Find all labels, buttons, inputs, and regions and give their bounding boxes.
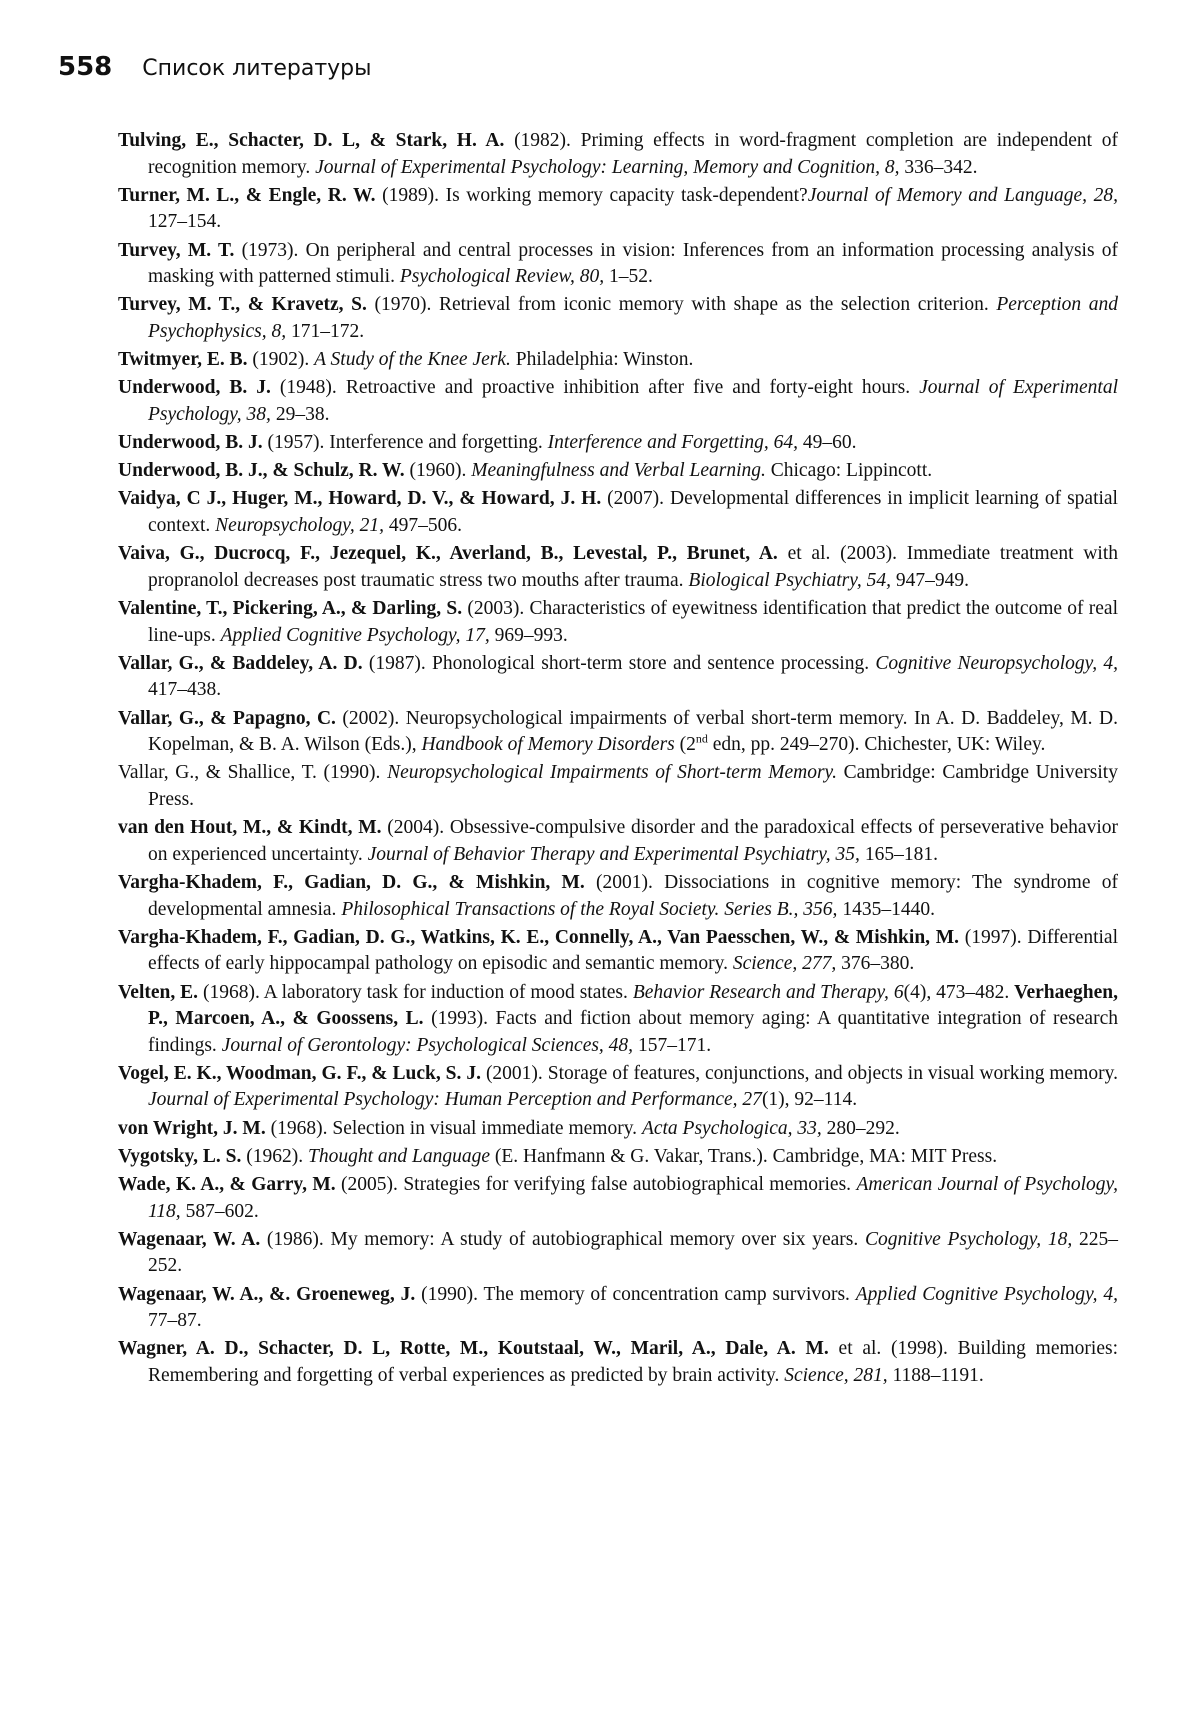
reference-tail: edn, pp. 249–270). Chichester, UK: Wiley. bbox=[707, 734, 1046, 756]
reference-entry bbox=[118, 1282, 1118, 1335]
reference-pages: (2 bbox=[674, 734, 696, 756]
reference-entry bbox=[118, 541, 1118, 594]
reference-pages: 947–949. bbox=[890, 569, 969, 591]
reference-authors: Valentine, T., Pickering, A., & Darling, S. bbox=[118, 598, 463, 620]
reference-source: Biological Psychiatry, 54, bbox=[688, 569, 891, 591]
reference-source: American Journal of Psychology, 118, bbox=[148, 1174, 1118, 1222]
reference-title: Neuropsychological impairments of verbal short-term memory. In A. D. Baddeley, M. D. Kopelman, & B. A. Wilson (Eds.), bbox=[148, 707, 1119, 756]
reference-authors: Vallar, G., & Papagno, C. bbox=[118, 707, 336, 729]
reference-title: My memory: A study of autobiographical memory over six years. bbox=[330, 1228, 865, 1250]
reference-entry bbox=[118, 1336, 1118, 1389]
reference-year: (2003). bbox=[462, 598, 530, 620]
reference-source: Journal of Experimental Psychology, 38, bbox=[148, 377, 1118, 425]
reference-authors: Verhaeghen, P., Marcoen, A., & Goossens, L. bbox=[148, 981, 1118, 1030]
reference-authors: Vygotsky, L. S. bbox=[118, 1145, 242, 1167]
reference-authors: Turner, M. L., & Engle, R. W. bbox=[118, 184, 376, 206]
reference-pages: Chicago: Lippincott. bbox=[765, 460, 933, 482]
reference-source: Acta Psychologica, 33, bbox=[641, 1117, 822, 1139]
reference-superscript: nd bbox=[695, 731, 708, 746]
reference-source: A Study of the Knee Jerk. bbox=[314, 349, 511, 371]
reference-year: (1957). bbox=[262, 432, 330, 454]
reference-entry bbox=[118, 486, 1118, 539]
section-title: Список литературы bbox=[142, 56, 372, 81]
running-head bbox=[58, 52, 372, 82]
reference-year: (1987). bbox=[362, 652, 433, 674]
reference-year: (2001). bbox=[584, 871, 665, 893]
reference-list bbox=[118, 128, 1118, 1391]
reference-entry bbox=[118, 980, 1118, 1060]
reference-year: (1986). bbox=[260, 1228, 331, 1250]
reference-authors: Twitmyer, E. B. bbox=[118, 349, 248, 371]
reference-year: (1990). bbox=[415, 1283, 484, 1305]
reference-entry bbox=[118, 238, 1118, 291]
reference-year: (2002). bbox=[335, 707, 406, 729]
reference-source: Science, 277, bbox=[732, 953, 837, 975]
reference-pages: 77–87. bbox=[148, 1310, 202, 1332]
reference-source: Cognitive Neuropsychology, 4, bbox=[875, 652, 1118, 674]
reference-year: (1989). bbox=[375, 184, 446, 206]
reference-authors: Wagenaar, W. A. bbox=[118, 1228, 261, 1250]
reference-pages: (E. Hanfmann & G. Vakar, Trans.). Cambridge, MA: MIT Press. bbox=[490, 1145, 998, 1167]
reference-title: Retroactive and proactive inhibition after five and forty-eight hours. bbox=[345, 377, 920, 399]
reference-year: (1970). bbox=[366, 294, 439, 316]
reference-source: Applied Cognitive Psychology, 4, bbox=[855, 1283, 1119, 1305]
reference-pages: 969–993. bbox=[489, 624, 568, 646]
reference-title: Characteristics of eyewitness identification that predict the outcome of real line-ups. bbox=[148, 598, 1118, 646]
reference-pages: 376–380. bbox=[836, 953, 915, 975]
reference-year: (1982). bbox=[504, 130, 581, 151]
reference-entry bbox=[118, 596, 1118, 649]
reference-source: Neuropsychological Impairments of Short-term Memory. bbox=[387, 762, 837, 784]
reference-source: Handbook of Memory Disorders bbox=[421, 734, 675, 756]
reference-authors: Velten, E. bbox=[118, 981, 199, 1003]
reference-pages: 336–342. bbox=[899, 156, 978, 178]
reference-entry bbox=[118, 815, 1118, 868]
reference-year: (2007). bbox=[601, 488, 670, 510]
reference-pages: 157–171. bbox=[633, 1034, 712, 1056]
reference-title: Immediate treatment with propranolol decreases post traumatic stress two mouths after trauma. bbox=[148, 543, 1118, 591]
reference-entry bbox=[118, 870, 1118, 923]
reference-authors: Vallar, G., & Baddeley, A. D. bbox=[118, 652, 363, 674]
reference-pages: 225–252. bbox=[148, 1228, 1118, 1277]
reference-title: Storage of features, conjunctions, and objects in visual working memory. bbox=[547, 1062, 1118, 1084]
reference-authors: Tulving, E., Schacter, D. L, & Stark, H. A. bbox=[118, 130, 505, 151]
reference-title: Facts and fiction about memory aging: A quantitative integration of research findings. bbox=[148, 1008, 1118, 1056]
reference-entry bbox=[118, 430, 1118, 457]
reference-year: (1962). bbox=[241, 1145, 308, 1167]
reference-title: Building memories: Remembering and forgetting of verbal experiences as predicted by brain activity. bbox=[148, 1338, 1118, 1386]
reference-year: (1968). bbox=[198, 981, 264, 1003]
reference-pages: 587–602. bbox=[180, 1200, 259, 1222]
reference-pages: 49–60. bbox=[798, 432, 857, 454]
reference-title: Differential effects of early hippocampal pathology on episodic and semantic memory. bbox=[148, 926, 1118, 975]
reference-title: Priming effects in word-fragment completion are independent of recognition memory. bbox=[148, 130, 1118, 178]
reference-source: Journal of Behavior Therapy and Experimental Psychiatry, 35, bbox=[367, 843, 860, 865]
reference-year: (2001). bbox=[480, 1062, 548, 1084]
reference-year: (1948). bbox=[270, 377, 346, 399]
reference-year: (1973). bbox=[234, 239, 306, 261]
reference-source: Philosophical Transactions of the Royal Society. Series B., 356, bbox=[341, 898, 838, 920]
reference-authors: Vaiva, G., Ducrocq, F., Jezequel, K., Averland, B., Levestal, P., Brunet, A. bbox=[118, 543, 778, 565]
reference-year: (2004). bbox=[381, 817, 450, 839]
reference-authors: Wagner, A. D., Schacter, D. L, Rotte, M., Koutstaal, W., Maril, A., Dale, A. M. bbox=[118, 1338, 829, 1360]
reference-year: (1990). bbox=[316, 762, 388, 784]
reference-authors: Turvey, M. T., & Kravetz, S. bbox=[118, 294, 367, 316]
reference-entry bbox=[118, 1227, 1118, 1280]
reference-entry bbox=[118, 706, 1118, 759]
reference-authors: van den Hout, M., & Kindt, M. bbox=[118, 817, 382, 839]
reference-entry bbox=[118, 375, 1118, 428]
reference-pages: 171–172. bbox=[286, 320, 365, 342]
reference-source: Interference and Forgetting, 64, bbox=[547, 432, 799, 454]
reference-source: Journal of Memory and Language, 28, bbox=[807, 184, 1118, 206]
reference-entry bbox=[118, 1116, 1118, 1143]
reference-entry bbox=[118, 458, 1118, 485]
reference-pages: 417–438. bbox=[148, 679, 222, 701]
reference-year: (1960). bbox=[404, 460, 472, 482]
reference-authors: Underwood, B. J., & Schulz, R. W. bbox=[118, 460, 405, 482]
reference-title: Interference and forgetting. bbox=[329, 432, 548, 454]
reference-entry bbox=[118, 1061, 1118, 1114]
reference-source: Journal of Experimental Psychology: Learning, Memory and Cognition, 8, bbox=[315, 156, 900, 178]
reference-title: Is working memory capacity task-dependent? bbox=[445, 184, 808, 206]
page-number: 558 bbox=[58, 52, 113, 82]
reference-title: Phonological short-term store and sentence processing. bbox=[432, 652, 876, 674]
reference-source: Meaningfulness and Verbal Learning. bbox=[471, 460, 766, 482]
reference-title: Strategies for verifying false autobiographical memories. bbox=[403, 1174, 857, 1196]
reference-pages: 165–181. bbox=[859, 843, 938, 865]
reference-title: Dissociations in cognitive memory: The syndrome of developmental amnesia. bbox=[148, 871, 1118, 920]
reference-entry bbox=[118, 1172, 1118, 1225]
reference-title: Selection in visual immediate memory. bbox=[332, 1117, 642, 1139]
reference-authors: Wagenaar, W. A., &. Groeneweg, J. bbox=[118, 1283, 416, 1305]
reference-year: (1993). bbox=[423, 1008, 496, 1030]
reference-pages: 127–154. bbox=[148, 211, 222, 233]
reference-source: Journal of Experimental Psychology: Human Perception and Performance, 27 bbox=[148, 1089, 762, 1111]
reference-entry bbox=[118, 925, 1118, 978]
reference-source: Journal of Gerontology: Psychological Sciences, 48, bbox=[221, 1034, 634, 1056]
reference-pages: 29–38. bbox=[270, 403, 330, 425]
reference-source: Neuropsychology, 21, bbox=[215, 515, 384, 537]
reference-authors: Vaidya, C J., Huger, M., Howard, D. V., & Howard, J. H. bbox=[118, 488, 602, 510]
reference-pages: 1–52. bbox=[604, 266, 653, 288]
reference-authors: Underwood, B. J. bbox=[118, 432, 263, 454]
reference-entry bbox=[118, 347, 1118, 374]
reference-authors: Turvey, M. T. bbox=[118, 239, 235, 261]
reference-source: Psychological Review, 80, bbox=[399, 266, 605, 288]
reference-pages: Philadelphia: Winston. bbox=[510, 349, 694, 371]
reference-pages: 497–506. bbox=[383, 515, 462, 537]
reference-pages: 1435–1440. bbox=[837, 898, 935, 920]
reference-pages: 1188–1191. bbox=[887, 1364, 984, 1386]
reference-title: Developmental differences in implicit learning of spatial context. bbox=[148, 488, 1118, 537]
reference-year: (2005). bbox=[335, 1174, 404, 1196]
reference-source: Thought and Language bbox=[308, 1145, 491, 1167]
reference-year: (1968). bbox=[265, 1117, 333, 1139]
reference-pages: (4), 473–482. bbox=[903, 981, 1015, 1003]
reference-year: et al. (1998). bbox=[828, 1338, 958, 1360]
reference-pages: Cambridge: Cambridge University Press. bbox=[148, 762, 1118, 810]
reference-title: On peripheral and central processes in vision: Inferences from an information processing analysis of masking with patterned stimuli. bbox=[148, 239, 1118, 288]
reference-year: (1902). bbox=[247, 349, 315, 371]
reference-entry bbox=[118, 760, 1118, 813]
reference-authors: Vogel, E. K., Woodman, G. F., & Luck, S. J. bbox=[118, 1062, 481, 1084]
reference-authors: Vargha-Khadem, F., Gadian, D. G., & Mishkin, M. bbox=[118, 871, 585, 893]
reference-entry bbox=[118, 183, 1118, 236]
reference-title: The memory of concentration camp survivors. bbox=[483, 1283, 856, 1305]
reference-year: (1997). bbox=[959, 926, 1028, 948]
reference-pages: (1), 92–114. bbox=[761, 1089, 858, 1111]
reference-entry bbox=[118, 651, 1118, 704]
reference-title: A laboratory task for induction of mood states. bbox=[263, 981, 633, 1003]
reference-source: Applied Cognitive Psychology, 17, bbox=[220, 624, 490, 646]
reference-pages: 280–292. bbox=[821, 1117, 900, 1139]
reference-source: Perception and Psychophysics, 8, bbox=[148, 294, 1118, 342]
reference-authors: Wade, K. A., & Garry, M. bbox=[118, 1174, 336, 1196]
reference-source: Cognitive Psychology, 18, bbox=[864, 1228, 1073, 1250]
reference-title: Retrieval from iconic memory with shape as the selection criterion. bbox=[438, 294, 997, 316]
reference-source: Science, 281, bbox=[784, 1364, 888, 1386]
reference-title: Obsessive-compulsive disorder and the paradoxical effects of perseverative behavior on experienced uncertainty. bbox=[148, 817, 1118, 865]
reference-year: et al. (2003). bbox=[777, 543, 907, 565]
reference-entry bbox=[118, 1144, 1118, 1171]
reference-source: Behavior Research and Therapy, 6 bbox=[632, 981, 904, 1003]
reference-entry bbox=[118, 128, 1118, 181]
reference-authors: Vallar, G., & Shallice, T. bbox=[118, 762, 317, 784]
reference-authors: von Wright, J. M. bbox=[118, 1117, 266, 1139]
reference-entry bbox=[118, 292, 1118, 345]
reference-authors: Underwood, B. J. bbox=[118, 377, 271, 399]
reference-authors: Vargha-Khadem, F., Gadian, D. G., Watkins, K. E., Connelly, A., Van Paesschen, W., & Mishkin, M. bbox=[118, 926, 960, 948]
